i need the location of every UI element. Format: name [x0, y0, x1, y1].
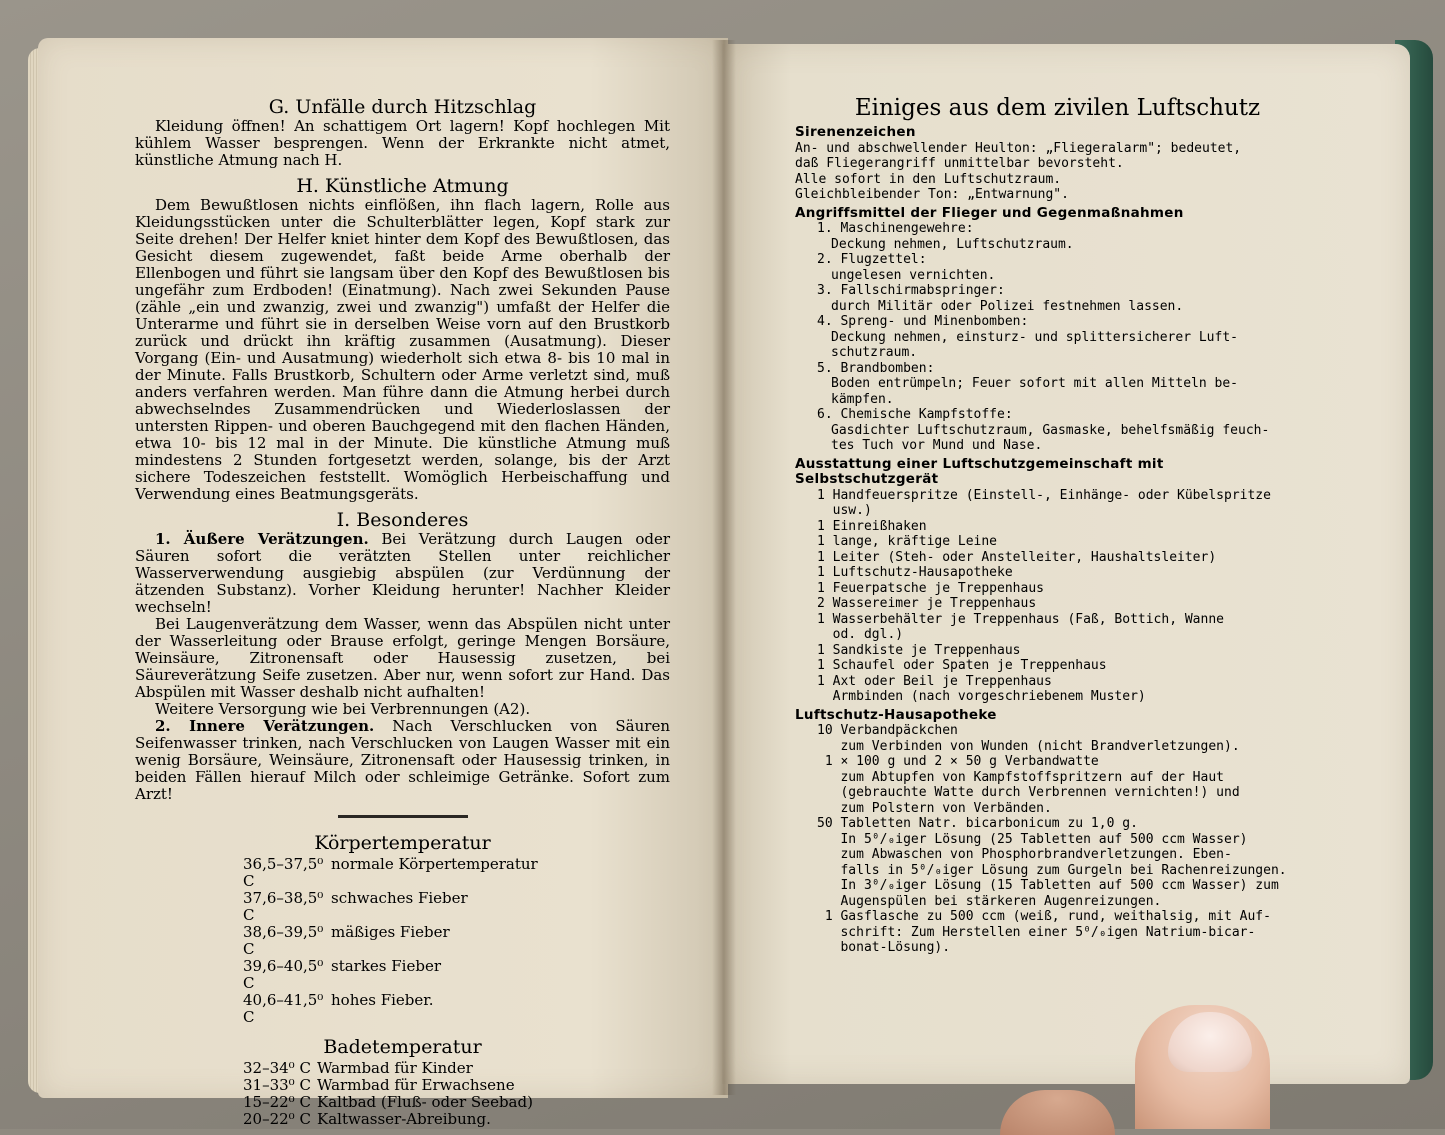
- table-row: [243, 890, 670, 924]
- list-item-text: schutzraum.: [831, 345, 918, 360]
- temp-range: 36,5–37,5⁰ C: [243, 855, 324, 890]
- temp-range: 31–33⁰ C: [243, 1076, 311, 1094]
- koerpertemperatur-table: [243, 856, 670, 1026]
- list-item: schrift: Zum Herstellen einer 5⁰/₀igen Natrium-bicar-: [817, 924, 1256, 940]
- hausapotheke-heading: Luftschutz-Hausapotheke: [795, 706, 997, 723]
- list-item: od. dgl.): [817, 627, 904, 642]
- list-item: bonat-Lösung).: [817, 940, 951, 955]
- temp-range: 38,6–39,5⁰ C: [243, 923, 324, 958]
- temp-range: 39,6–40,5⁰ C: [243, 957, 324, 992]
- list-item-text: Deckung nehmen, einsturz- und splittersicherer Luft-: [831, 329, 1238, 345]
- table-row: [243, 1111, 670, 1128]
- sub1-text3: Weitere Versorgung wie bei Verbrennungen (A2).: [155, 700, 531, 718]
- table-row: [243, 1060, 670, 1077]
- temp-range: 37,6–38,5⁰ C: [243, 889, 324, 924]
- sirenen-line: daß Fliegerangriff unmittelbar bevorsteht.: [795, 156, 1124, 171]
- table-row: [243, 992, 670, 1026]
- temp-label: normale Körpertemperatur: [331, 855, 538, 873]
- list-item: 1 Sandkiste je Treppenhaus: [817, 642, 1021, 658]
- list-item: zum Abtupfen von Kampfstoffspritzern auf der Haut: [817, 769, 1224, 785]
- temp-label: starkes Fieber: [331, 957, 442, 975]
- list-item: zum Verbinden von Wunden (nicht Brandverletzungen).: [817, 738, 1240, 754]
- ausstattung-heading-1: Ausstattung einer Luftschutzgemeinschaft mit: [795, 455, 1164, 472]
- list-item: falls in 5⁰/₀iger Lösung zum Gurgeln bei Rachenreizungen.: [817, 862, 1287, 878]
- badetemperatur-table: [243, 1060, 670, 1128]
- sirenen-heading: Sirenenzeichen: [795, 124, 916, 140]
- table-row: [243, 924, 670, 958]
- sub2-text: Nach Verschlucken von Säuren Seifenwasser trinken, nach Verschlucken von Laugen Wasser mit ein wenig Borsäure, Weinsäure, Zitronensaft oder Hausessig trinken, in beiden Fällen hierauf Milch oder schleimige Getränke. Sofort zum Arzt!: [135, 717, 670, 803]
- temp-label: mäßiges Fieber: [331, 923, 450, 941]
- list-item: 1 Handfeuerspritze (Einstell-, Einhänge- oder Kübelspritze: [817, 487, 1271, 503]
- ausstattung-heading-2: Selbstschutzgerät: [795, 471, 939, 487]
- list-item: zum Abwaschen von Phosphorbrandverletzungen. Eben-: [817, 847, 1232, 862]
- section-h-text: Dem Bewußtlosen nichts einflößen, ihn flach lagern, Rolle aus Kleidungsstücken unter die Schulterblätter legen, Kopf stark zur Seite drehen! Der Helfer kniet hinter dem Kopf des Bewußtlosen, das Gesicht diesem zugewendet, faßt beide Arme oberhalb der Ellenbogen und führt sie langsam über den Kopf des Bewußtlosen bis ungefähr zum Erdboden! (Einatmung). Nach zwei Sekunden Pause (zähle „ein und zwanzig, zwei und zwanzig") umfaßt der Helfer die Unterarme und führt sie in derselben Weise vorn auf den Brustkorb zurück und drückt ihn kräftig zusammen (Ausatmung). Dieser Vorgang (Ein- und Ausatmung) wiederholt sich etwa 8- bis 10 mal in der Minute. Falls Brustkorb, Schultern oder Arme verletzt sind, muß anders verfahren werden. Man führe dann die Atmung herbei durch abwechselndes Zusammendrücken und Wiederloslassen der untersten Rippen- und oberen Bauchgegend mit den flachen Händen, etwa 10- bis 12 mal in der Minute. Die künstliche Atmung muß mindestens 2 Stunden fortgesetzt werden, solange, bis der Arzt sichere Todeszeichen feststellt. Womöglich Herbeischaffung und Verwendung eines Beatmungsgeräts.: [135, 196, 670, 503]
- list-item: 1 lange, kräftige Leine: [817, 534, 998, 549]
- left-page-content: [135, 96, 670, 1128]
- list-item: 10 Verbandpäckchen: [817, 723, 958, 738]
- table-row: [243, 1094, 670, 1111]
- list-item-text: Boden entrümpeln; Feuer sofort mit allen Mitteln be-: [831, 376, 1238, 391]
- sub1-title: 1. Äußere Verätzungen.: [155, 530, 369, 548]
- list-item: 1 Luftschutz-Hausapotheke: [817, 565, 1013, 580]
- sub1-text2: Bei Laugenverätzung dem Wasser, wenn das Abspülen nicht unter der Wasserleitung oder Brause erfolgt, geringe Mengen Borsäure, Weinsäure, Zitronensaft oder Hausessig zusetzen, bei Säureverätzung Seife zusetzen. Aber nur, wenn sofort zur Hand. Das Abspülen mit Wasser deshalb nicht aufhalten!: [135, 615, 670, 701]
- list-item: 1 Gasflasche zu 500 ccm (weiß, rund, weithalsig, mit Auf-: [817, 909, 1271, 924]
- temp-label: hohes Fieber.: [331, 991, 434, 1009]
- list-item: (gebrauchte Watte durch Verbrennen vernichten!) und: [817, 785, 1240, 800]
- hausapotheke-list: [795, 723, 1320, 956]
- right-page-title: Einiges aus dem zivilen Luftschutz: [854, 95, 1261, 121]
- list-item: In 3⁰/₀iger Lösung (15 Tabletten auf 500 ccm Wasser) zum: [817, 878, 1279, 893]
- list-item-text: tes Tuch vor Mund und Nase.: [831, 438, 1043, 453]
- section-i-sub2: [135, 718, 670, 803]
- list-item: 6. Chemische Kampfstoffe:: [817, 407, 1013, 422]
- section-i-heading: I. Besonderes: [336, 509, 469, 531]
- list-item: zum Polstern von Verbänden.: [817, 800, 1052, 816]
- temp-label: schwaches Fieber: [331, 889, 468, 907]
- list-item: 2 Wassereimer je Treppenhaus: [817, 596, 1037, 611]
- list-item: 4. Spreng- und Minenbomben:: [817, 314, 1029, 329]
- temp-label: Warmbad für Kinder: [317, 1059, 473, 1077]
- list-item: In 5⁰/₀iger Lösung (25 Tabletten auf 500 ccm Wasser): [817, 831, 1248, 847]
- sub1-text: Bei Verätzung durch Laugen oder Säuren sofort die verätzten Stellen unter reichlicher Wasserverwendung ausgiebig abspülen (zur Verdünnung der ätzenden Substanz). Vorher Kleidung herunter! Nachher Kleider wechseln!: [135, 530, 670, 616]
- list-item: 1 Leiter (Steh- oder Anstelleiter, Haushaltsleiter): [817, 549, 1217, 565]
- temp-label: Warmbad für Erwachsene: [317, 1076, 515, 1094]
- temp-range: 32–34⁰ C: [243, 1059, 311, 1077]
- list-item: 1. Maschinengewehre:: [817, 221, 974, 236]
- list-item-text: Gasdichter Luftschutzraum, Gasmaske, behelfsmäßig feuch-: [831, 422, 1270, 438]
- list-item: 3. Fallschirmabspringer:: [817, 283, 1005, 298]
- section-g-heading: G. Unfälle durch Hitzschlag: [268, 96, 537, 118]
- list-item: 1 × 100 g und 2 × 50 g Verbandwatte: [817, 754, 1099, 769]
- list-item: usw.): [817, 503, 872, 518]
- section-i-sub1: [135, 531, 670, 616]
- list-item: Armbinden (nach vorgeschriebenem Muster): [817, 689, 1146, 704]
- book-gutter: [712, 40, 736, 1095]
- temp-label: Kaltbad (Fluß- oder Seebad): [317, 1093, 533, 1111]
- list-item: 50 Tabletten Natr. bicarbonicum zu 1,0 g.: [817, 816, 1138, 831]
- list-item-text: durch Militär oder Polizei festnehmen lassen.: [831, 298, 1184, 314]
- sirenen-line: Alle sofort in den Luftschutzraum.: [795, 171, 1062, 187]
- table-row: [243, 1077, 670, 1094]
- temp-range: 40,6–41,5⁰ C: [243, 991, 324, 1026]
- list-item: 1 Wasserbehälter je Treppenhaus (Faß, Bottich, Wanne: [817, 611, 1224, 627]
- temp-range: 15–22⁰ C: [243, 1093, 311, 1111]
- koerpertemperatur-title: Körpertemperatur: [314, 832, 491, 854]
- sub2-title: 2. Innere Verätzungen.: [155, 717, 375, 735]
- list-item-text: kämpfen.: [831, 391, 894, 407]
- angriffsmittel-list: [795, 221, 1320, 454]
- list-item: 1 Schaufel oder Spaten je Treppenhaus: [817, 658, 1107, 673]
- list-item: Augenspülen bei stärkeren Augenreizungen.: [817, 893, 1162, 909]
- angriffsmittel-heading: Angriffsmittel der Flieger und Gegenmaßnahmen: [795, 204, 1184, 221]
- table-row: [243, 958, 670, 992]
- divider-rule: [338, 815, 468, 818]
- badetemperatur-title: Badetemperatur: [323, 1036, 482, 1058]
- temp-label: Kaltwasser-Abreibung.: [317, 1110, 491, 1128]
- list-item: 1 Axt oder Beil je Treppenhaus: [817, 673, 1052, 689]
- section-g-text: Kleidung öffnen! An schattigem Ort lagern! Kopf hochlegen Mit kühlem Wasser besprengen. Wenn der Erkrankte nicht atmet, künstliche Atmung nach H.: [135, 117, 670, 169]
- table-row: [243, 856, 670, 890]
- list-item: 2. Flugzettel:: [817, 252, 927, 267]
- list-item: 1 Einreißhaken: [817, 518, 927, 534]
- sirenen-line: An- und abschwellender Heulton: „Fliegeralarm"; bedeutet,: [795, 140, 1242, 156]
- ausstattung-list: [795, 488, 1320, 705]
- section-h-heading: H. Künstliche Atmung: [296, 175, 509, 197]
- sirenen-line: Gleichbleibender Ton: „Entwarnung".: [795, 187, 1069, 202]
- temp-range: 20–22⁰ C: [243, 1110, 311, 1128]
- list-item-text: ungelesen vernichten.: [831, 267, 996, 283]
- list-item: 5. Brandbomben:: [817, 360, 935, 376]
- right-page-content: [795, 94, 1320, 956]
- list-item-text: Deckung nehmen, Luftschutzraum.: [831, 236, 1074, 252]
- list-item: 1 Feuerpatsche je Treppenhaus: [817, 580, 1044, 596]
